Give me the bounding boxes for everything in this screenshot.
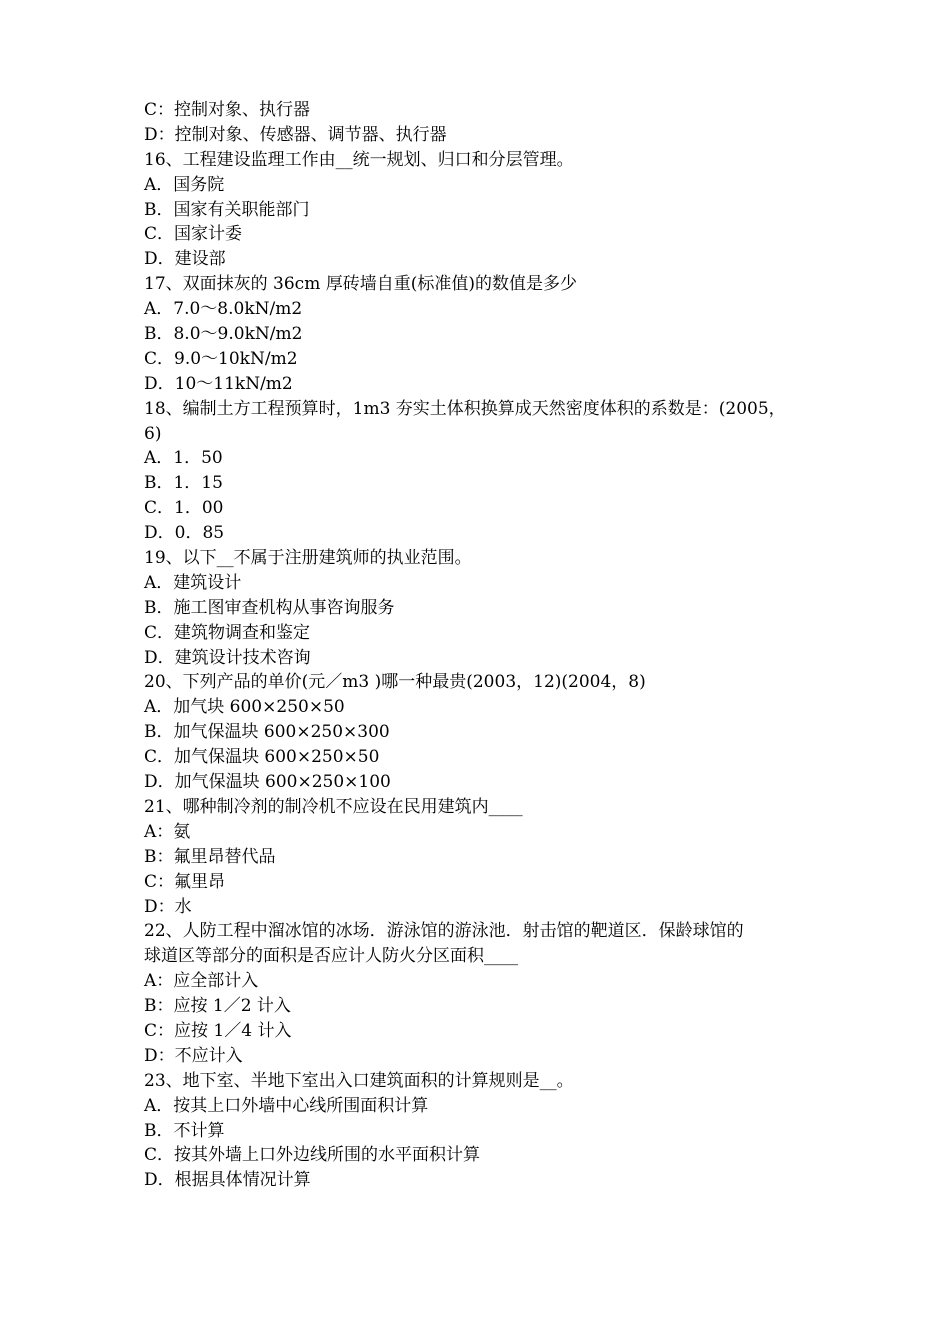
option-a-q18: A．1．50 bbox=[144, 448, 223, 469]
option-a-q19: A．建筑设计 bbox=[144, 572, 242, 593]
option-c-q23: C．按其外墙上口外边线所围的水平面积计算 bbox=[144, 1145, 481, 1166]
option-b-q17: B．8.0～9.0kN/m2 bbox=[144, 324, 303, 345]
option-a-q21: A：氨 bbox=[144, 821, 191, 842]
option-a-q22: A：应全部计入 bbox=[144, 971, 259, 992]
option-c-q20: C．加气保温块 600×250×50 bbox=[144, 747, 380, 768]
option-a-q17: A．7.0～8.0kN/m2 bbox=[144, 299, 303, 320]
option-d-q23: D．根据具体情况计算 bbox=[144, 1170, 311, 1191]
option-d-q20: D．加气保温块 600×250×100 bbox=[144, 772, 391, 793]
option-b-q18: B．1．15 bbox=[144, 473, 223, 494]
option-a-q23: A．按其上口外墙中心线所围面积计算 bbox=[144, 1095, 429, 1116]
option-c-q21: C：氟里昂 bbox=[144, 871, 226, 892]
option-b-q19: B．施工图审查机构从事咨询服务 bbox=[144, 597, 395, 618]
option-c-q16: C．国家计委 bbox=[144, 224, 243, 245]
question-16: 16、工程建设监理工作由__统一规划、归口和分层管理。 bbox=[144, 149, 574, 170]
option-c-q17: C．9.0～10kN/m2 bbox=[144, 348, 298, 369]
option-b-q22: B：应按 1／2 计入 bbox=[144, 996, 291, 1017]
option-c-q22: C：应按 1／4 计入 bbox=[144, 1020, 292, 1041]
option-d-q18: D．0．85 bbox=[144, 523, 225, 544]
option-d-q19: D．建筑设计技术咨询 bbox=[144, 647, 311, 668]
document-body bbox=[144, 98, 824, 1193]
option-a-q20: A．加气块 600×250×50 bbox=[144, 697, 345, 718]
option-d-q15: D：控制对象、传感器、调节器、执行器 bbox=[144, 124, 447, 145]
option-d-q21: D：水 bbox=[144, 896, 192, 917]
option-b-q21: B：氟里昂替代品 bbox=[144, 846, 276, 867]
option-d-q22: D：不应计入 bbox=[144, 1045, 243, 1066]
option-d-q17: D．10～11kN/m2 bbox=[144, 373, 293, 394]
question-23: 23、地下室、半地下室出入口建筑面积的计算规则是__。 bbox=[144, 1070, 574, 1091]
option-d-q16: D．建设部 bbox=[144, 249, 226, 270]
option-a-q16: A．国务院 bbox=[144, 174, 225, 195]
question-21: 21、哪种制冷剂的制冷机不应设在民用建筑内____ bbox=[144, 796, 523, 817]
option-c-q18: C．1．00 bbox=[144, 498, 224, 519]
option-b-q23: B．不计算 bbox=[144, 1120, 225, 1141]
question-22: 22、人防工程中溜冰馆的冰场．游泳馆的游泳池．射击馆的靶道区．保龄球馆的 bbox=[144, 921, 744, 942]
question-18-continued: 6) bbox=[144, 423, 162, 444]
question-20: 20、下列产品的单价(元／m3 )哪一种最贵(2003，12)(2004，8) bbox=[144, 672, 646, 693]
option-c-q15: C：控制对象、执行器 bbox=[144, 100, 311, 120]
question-18: 18、编制土方工程预算时，1m3 夯实土体积换算成天然密度体积的系数是：(2005， bbox=[144, 398, 786, 419]
option-b-q20: B．加气保温块 600×250×300 bbox=[144, 722, 390, 743]
option-c-q19: C．建筑物调查和鉴定 bbox=[144, 622, 311, 643]
option-b-q16: B．国家有关职能部门 bbox=[144, 199, 310, 220]
question-22-continued: 球道区等部分的面积是否应计人防火分区面积____ bbox=[144, 946, 518, 967]
question-19: 19、以下__不属于注册建筑师的执业范围。 bbox=[144, 548, 472, 569]
question-17: 17、双面抹灰的 36cm 厚砖墙自重(标准值)的数值是多少 bbox=[144, 274, 577, 295]
